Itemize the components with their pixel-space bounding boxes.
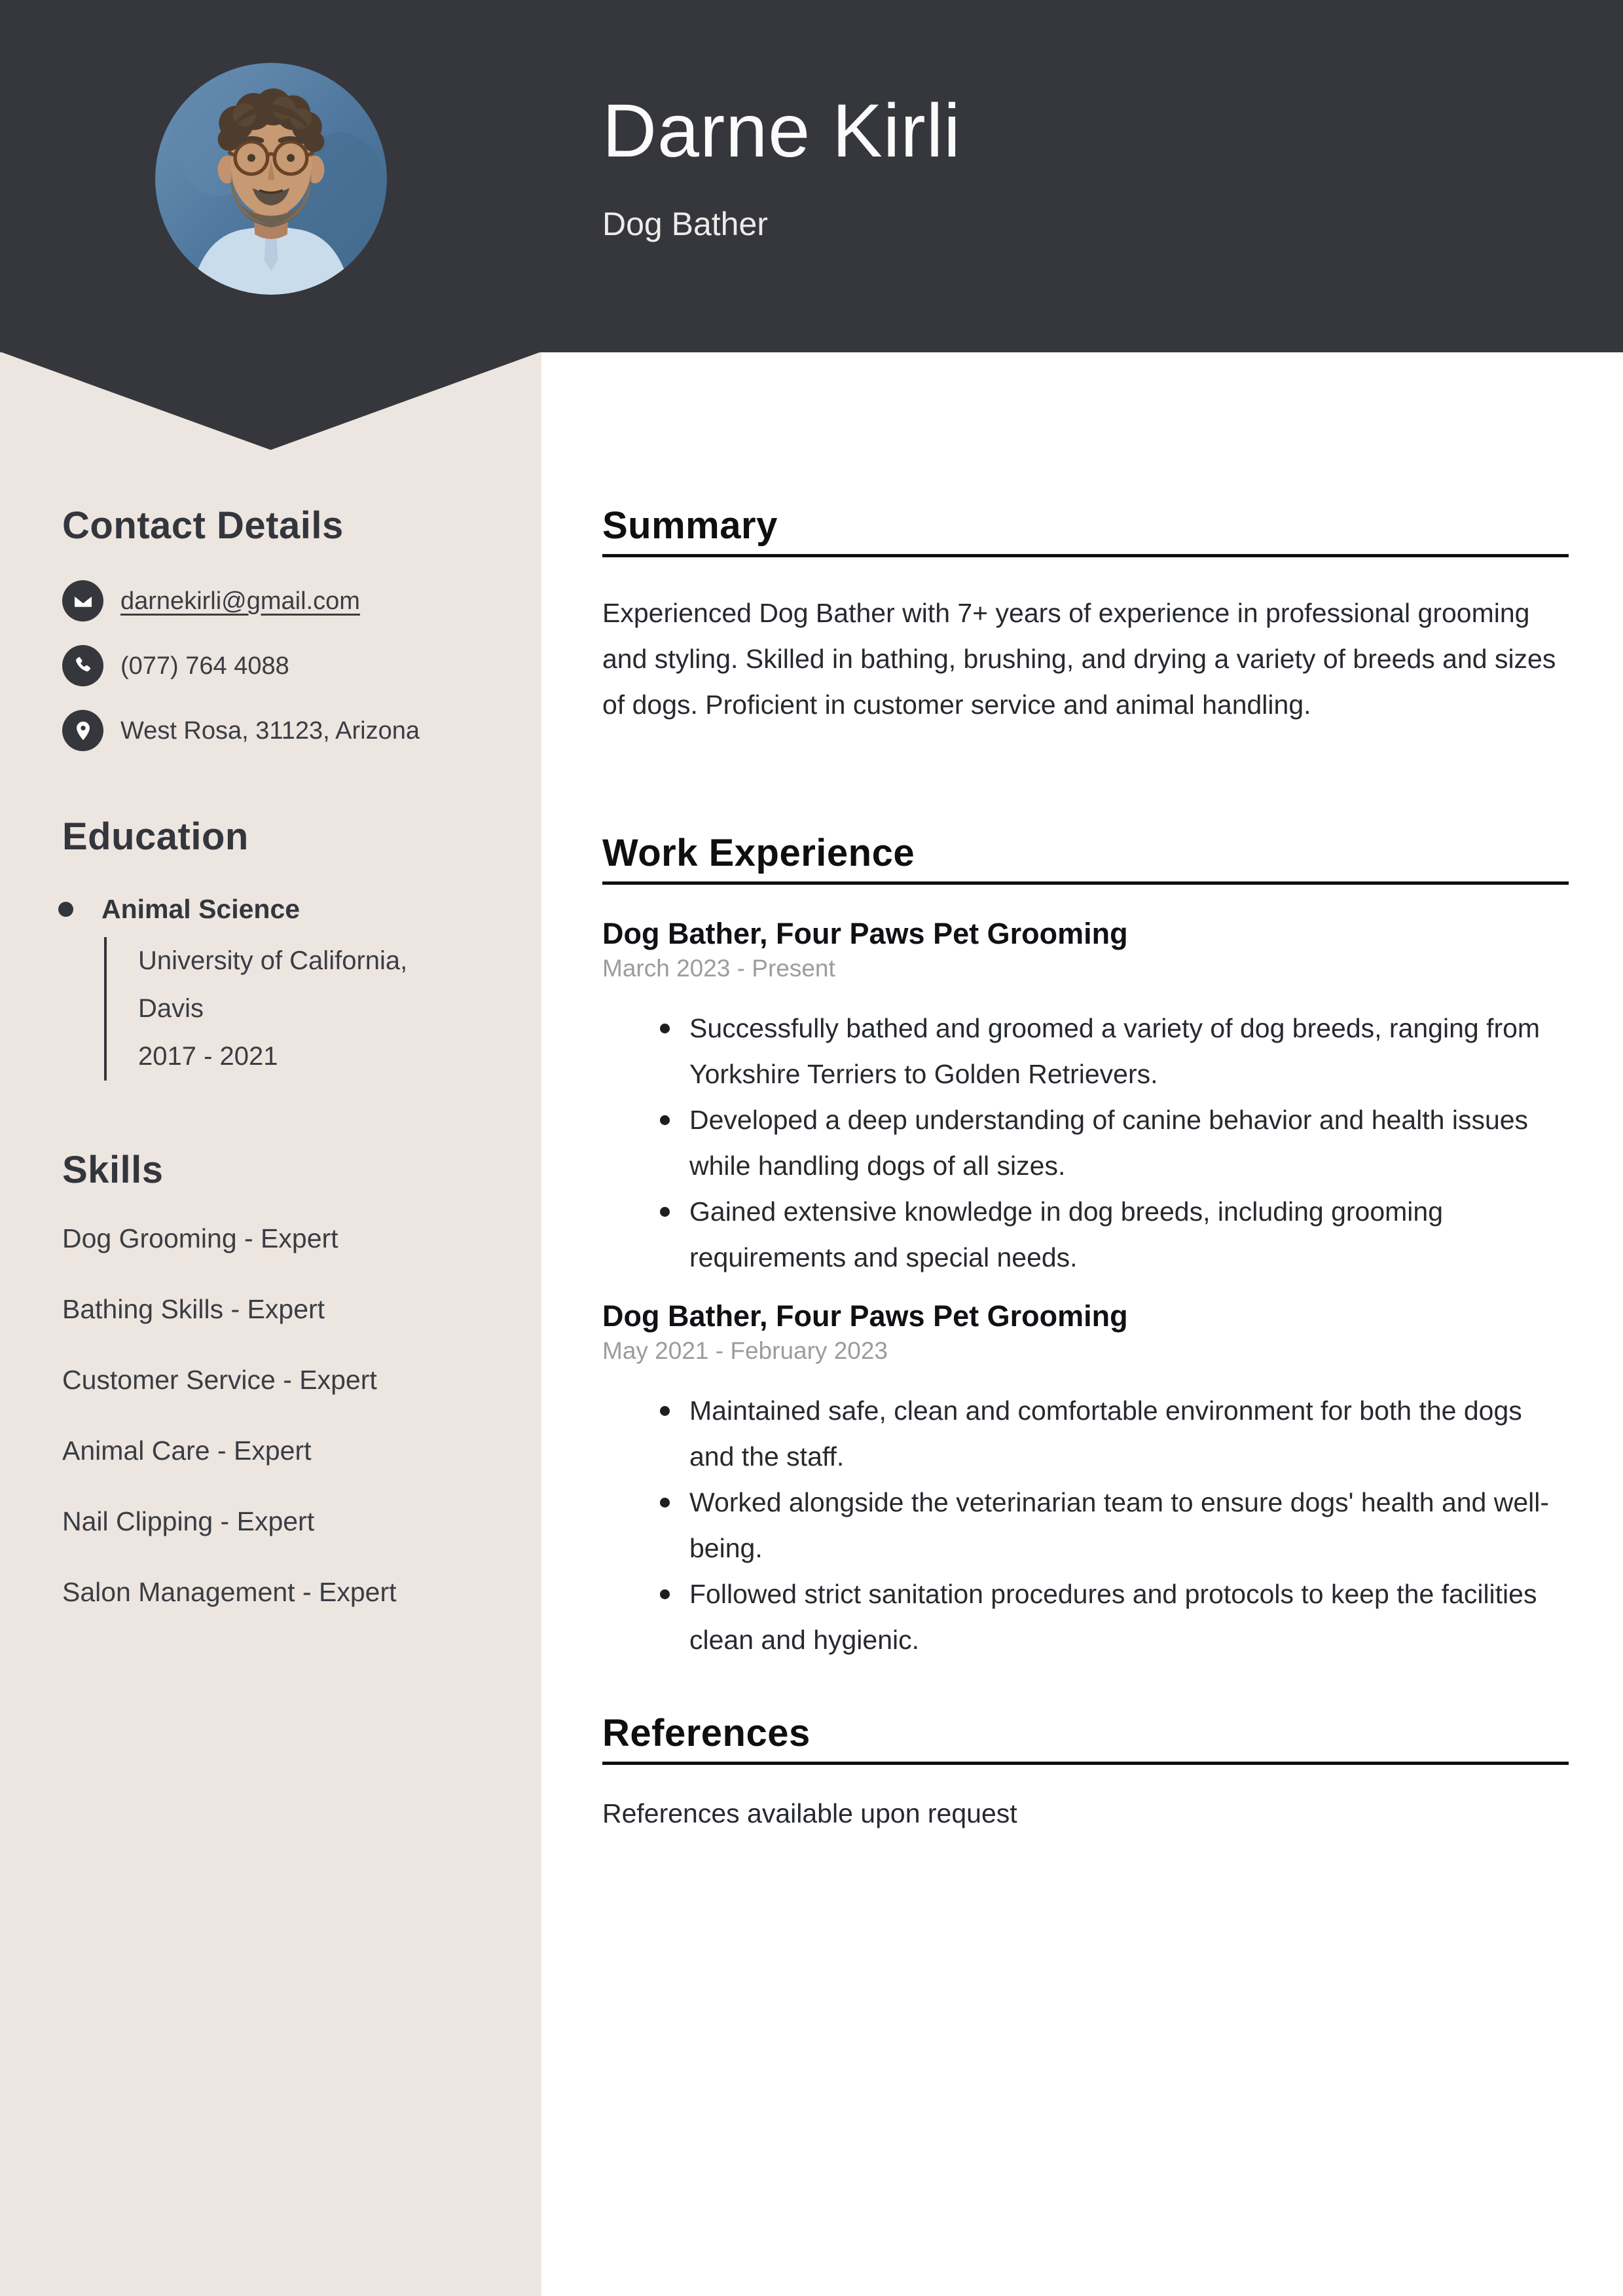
skills-heading: Skills: [62, 1149, 164, 1191]
job-entry-2: [602, 1297, 1569, 1663]
skills-section: [62, 1147, 488, 1646]
job-bullet-list: [602, 1005, 1569, 1280]
contact-details-heading: Contact Details: [62, 504, 344, 547]
work-experience-section: [602, 830, 1569, 1663]
job-entry-1: [602, 915, 1569, 1280]
phone-icon: [62, 645, 103, 686]
contact-details-section: [62, 503, 488, 751]
education-degree: Animal Science: [101, 894, 301, 924]
skill-item: Nail Clipping - Expert: [62, 1506, 315, 1536]
skills-list: [62, 1222, 488, 1608]
job-title: Dog Bather, Four Paws Pet Grooming: [602, 1299, 1128, 1333]
person-job-title: Dog Bather: [602, 206, 768, 242]
job-bullet: Gained extensive knowledge in dog breeds, including grooming requirements and special needs.: [602, 1189, 1569, 1280]
education-years: 2017 - 2021: [138, 1042, 278, 1071]
person-name: Darne Kirli: [602, 89, 961, 173]
email-icon: [62, 580, 103, 621]
contact-rows: [62, 580, 488, 751]
skill-item: Animal Care - Expert: [62, 1435, 312, 1466]
job-dates: May 2021 - February 2023: [602, 1337, 888, 1364]
job-dates: March 2023 - Present: [602, 955, 835, 982]
contact-row-phone: [62, 645, 488, 686]
skill-item: Salon Management - Expert: [62, 1577, 397, 1607]
location-pin-icon: [62, 710, 103, 751]
education-school-line1: University of California,: [138, 946, 408, 975]
profile-photo-illustration: [155, 63, 387, 295]
profile-photo: [155, 63, 387, 295]
references-heading: References: [602, 1711, 1569, 1765]
references-text: References available upon request: [602, 1798, 1017, 1828]
contact-address-value: West Rosa, 31123, Arizona: [120, 716, 420, 745]
education-item: [62, 890, 488, 1081]
skill-item: Customer Service - Expert: [62, 1365, 377, 1395]
education-details: [104, 937, 488, 1081]
job-title: Dog Bather, Four Paws Pet Grooming: [602, 917, 1128, 950]
contact-phone-value: (077) 764 4088: [120, 652, 289, 680]
job-bullet: Worked alongside the veterinarian team to ensure dogs' health and well-being.: [602, 1479, 1569, 1571]
education-section: [62, 814, 488, 1081]
contact-row-address: [62, 710, 488, 751]
skill-item: Dog Grooming - Expert: [62, 1223, 338, 1253]
job-bullet: Followed strict sanitation procedures and protocols to keep the facilities clean and hygienic.: [602, 1571, 1569, 1663]
job-bullet-list: [602, 1388, 1569, 1663]
header-identity: [602, 85, 1571, 244]
references-section: [602, 1711, 1569, 1830]
summary-section: [602, 503, 1569, 728]
education-heading: Education: [62, 815, 249, 858]
skill-item: Bathing Skills - Expert: [62, 1294, 325, 1324]
summary-text: Experienced Dog Bather with 7+ years of experience in professional grooming and styling. Skilled in bathing, brushing, and drying a variety of breeds and sizes of dogs. Proficient in customer service and animal handling.: [602, 598, 1556, 720]
job-bullet: Developed a deep understanding of canine behavior and health issues while handling dogs of all sizes.: [602, 1097, 1569, 1189]
contact-row-email: [62, 580, 488, 621]
education-school-line2: Davis: [138, 994, 204, 1023]
job-bullet: Successfully bathed and groomed a variety of dog breeds, ranging from Yorkshire Terriers to Golden Retrievers.: [602, 1005, 1569, 1097]
job-bullet: Maintained safe, clean and comfortable environment for both the dogs and the staff.: [602, 1388, 1569, 1479]
contact-email-value[interactable]: darnekirli@gmail.com: [120, 587, 360, 615]
bullet-dot-icon: [58, 902, 73, 917]
work-experience-heading: Work Experience: [602, 830, 1569, 885]
summary-heading: Summary: [602, 503, 1569, 557]
